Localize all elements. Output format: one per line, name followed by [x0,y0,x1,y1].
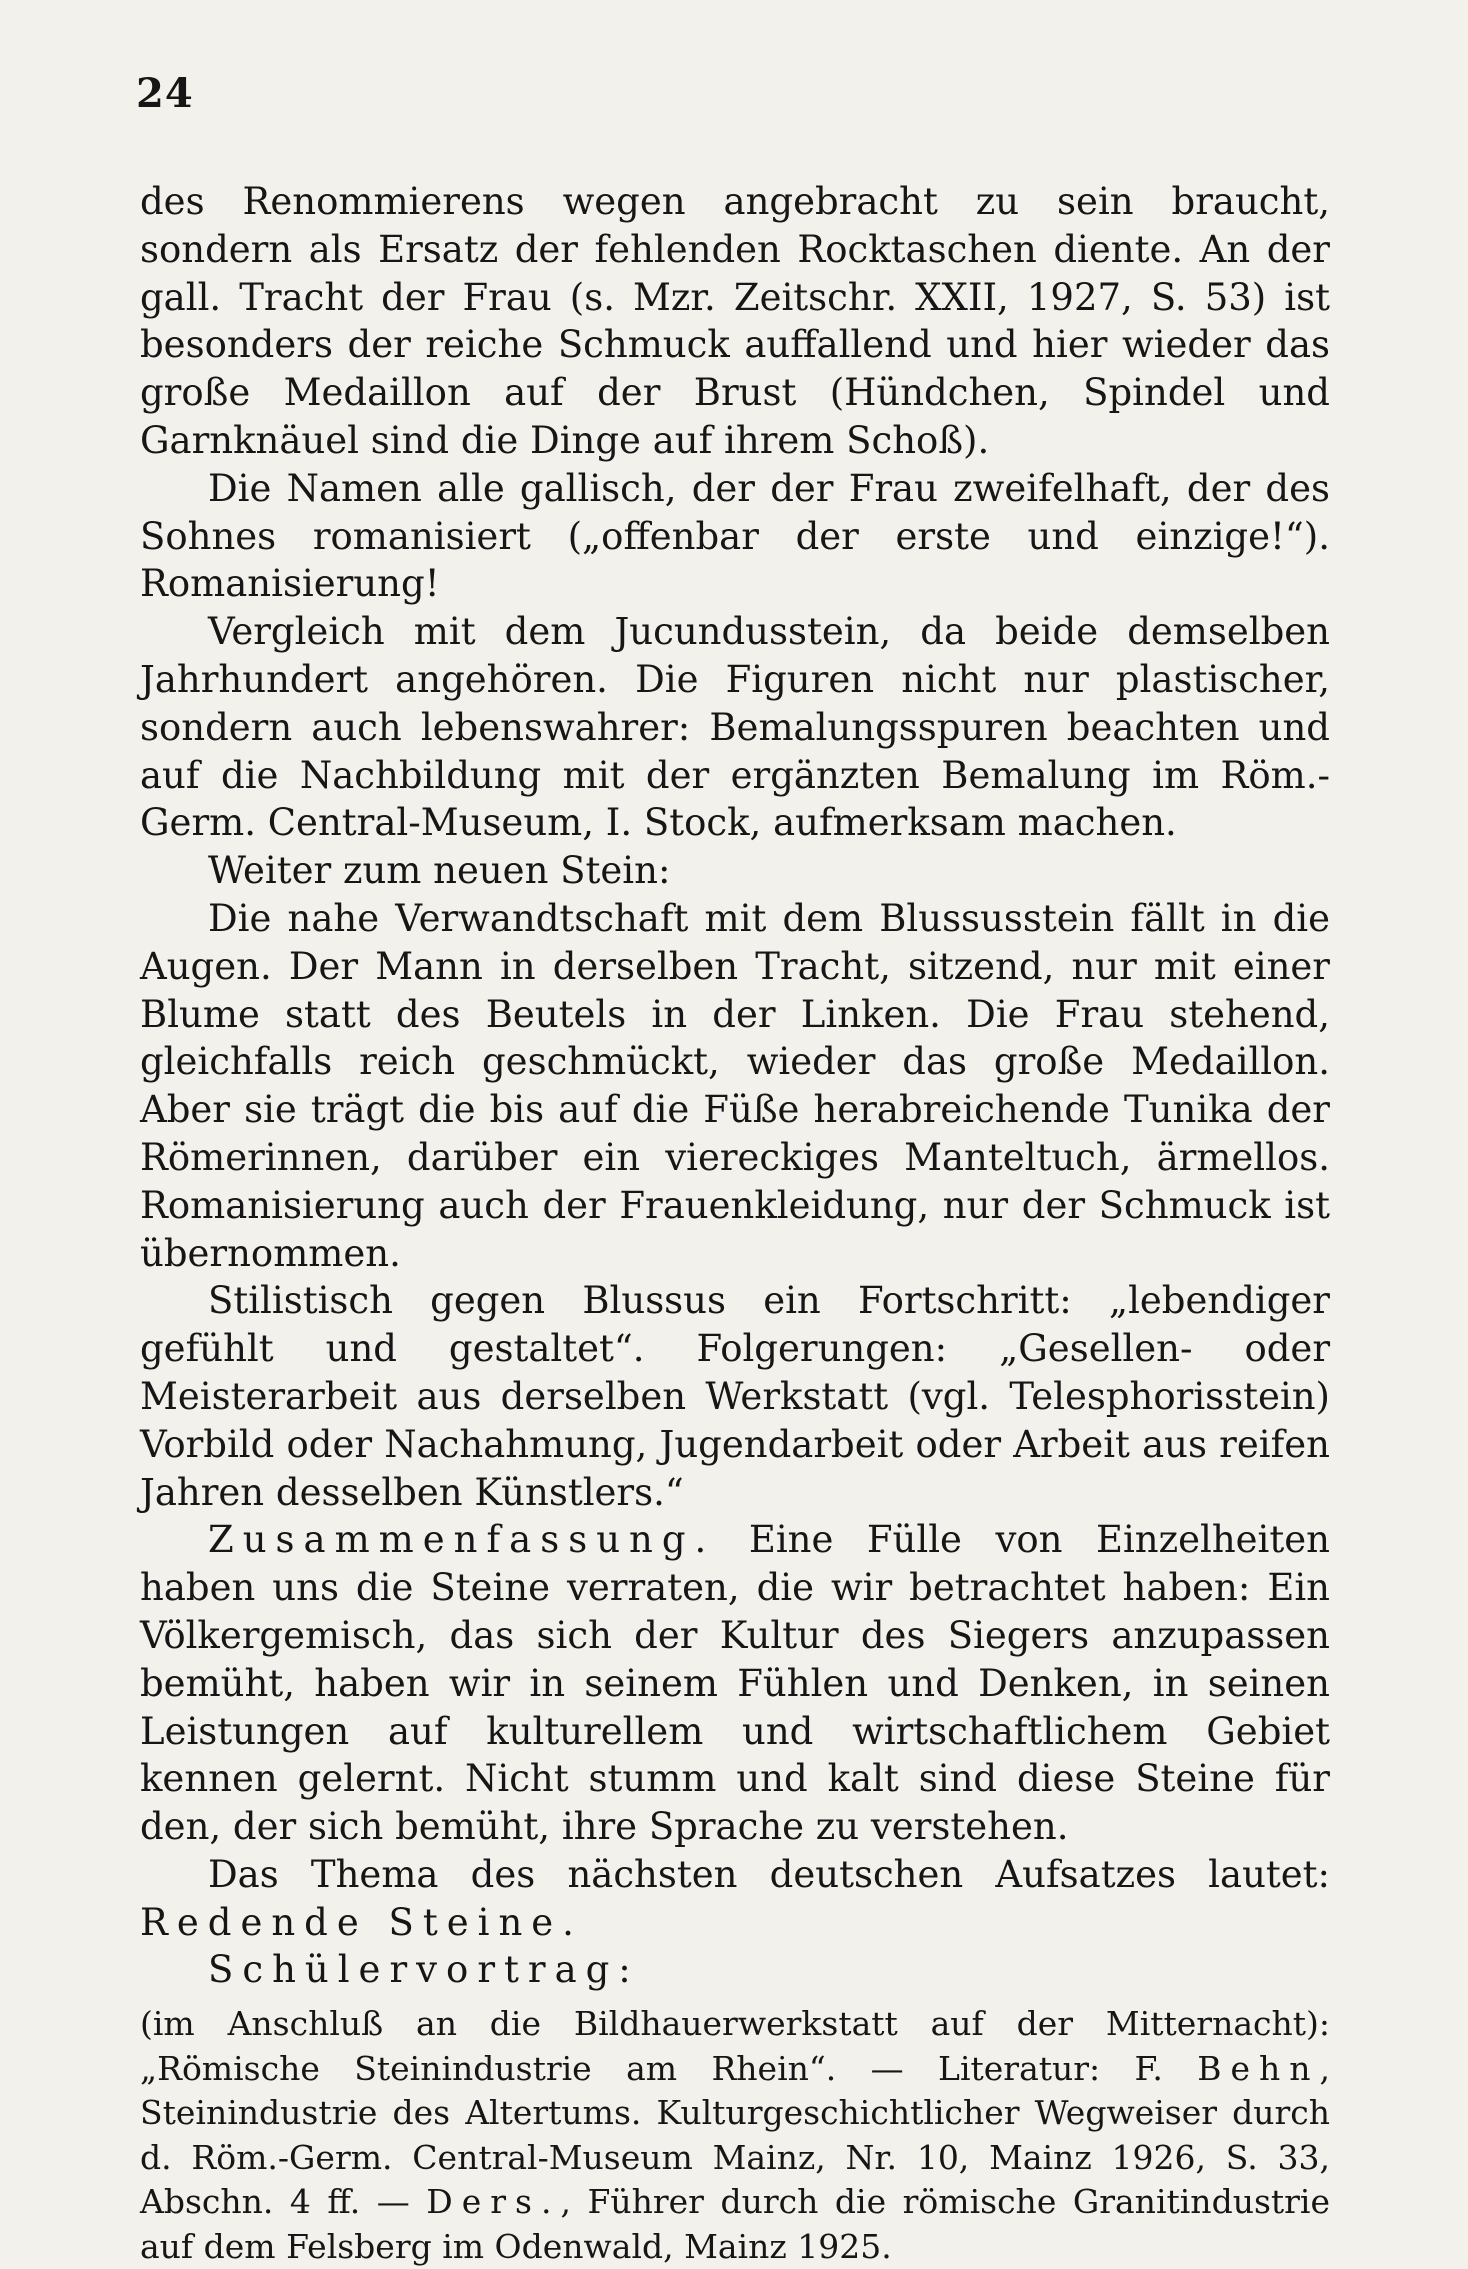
text-run: des Renommierens wegen angebracht zu sein braucht, sondern als Ersatz der fehlenden Rocktaschen diente. An der gall. Tracht der Frau (s. Mzr. Zeitschr. XXII, 1927, S. 53) ist besonders der reiche Schmuck auffallend und hier wieder das große Medaillon auf der Brust (Hündchen, Spindel und Garnknäuel sind die Dinge auf ihrem Schoß). [140,180,1330,462]
literature-note [140,2002,1330,2269]
text-run: Weiter zum neuen Stein: [208,849,671,893]
paragraph-2 [140,465,1330,608]
paragraph-5 [140,895,1330,1277]
author-name: Ders. [426,2182,561,2222]
body-text [140,178,1330,2269]
text-run: (im Anschluß an die Bildhauerwerkstatt auf der Mitternacht): „Römische Steinindustrie am Rhein“. — Literatur: F. [140,2004,1330,2088]
paragraph-9 [140,1946,1330,1994]
paragraph-7 [140,1516,1330,1851]
paragraph-1 [140,178,1330,465]
text-run: Eine Fülle von Einzelheiten haben uns die Steine verraten, die wir betrachtet haben: Ein Völkergemisch, das sich der Kultur des Siegers anzupassen bemüht, haben wir in seinem Fühlen und Denken, in seinen Leistungen auf kulturellem und wirtschaftlichem Gebiet kennen gelernt. Nicht stumm und kalt sind diese Steine für den, der sich bemüht, ihre Sprache zu verstehen. [140,1518,1330,1849]
literature-paragraph [140,2002,1330,2269]
text-run: Die Namen alle gallisch, der der Frau zweifelhaft, der des Sohnes romanisiert („offenbar der erste und einzige!“). Romanisierung! [140,466,1330,606]
essay-title: Redende Steine. [140,1900,583,1944]
text-run: Vergleich mit dem Jucundusstein, da beide demselben Jahrhundert angehören. Die Figuren nicht nur plastischer, sondern auch lebenswahrer: Bemalungsspuren beachten und auf die Nachbildung mit der ergänzten Bemalung im Röm.-Germ. Central-Museum, I. Stock, aufmerksam machen. [140,610,1330,845]
text-run: , Führer durch die römische Granitindustrie auf dem Felsberg im Odenwald, Mainz 1925. [140,2182,1330,2266]
section-heading: Schülervortrag: [208,1948,640,1992]
text-run: Stilistisch gegen Blussus ein Fortschritt: „lebendiger gefühlt und gestaltet“. Folgerungen: „Gesellen- oder Meisterarbeit aus derselben Werkstatt (vgl. Telesphorisstein) Vorbild oder Nachahmung, Jugendarbeit oder Arbeit aus reifen Jahren desselben Künstlers.“ [140,1279,1330,1514]
text-run: Das Thema des nächsten deutschen Aufsatzes lautet: [208,1852,1330,1896]
paragraph-6 [140,1277,1330,1516]
paragraph-4 [140,847,1330,895]
page-number: 24 [136,70,194,117]
paragraph-8 [140,1851,1330,1947]
author-name: Behn [1197,2048,1320,2088]
section-heading: Zusammenfassung. [208,1518,716,1562]
text-run: , Steinindustrie des Altertums. Kulturgeschichtlicher Wegweiser durch d. Röm.-Germ. Central-Museum Mainz, Nr. 10, Mainz 1926, S. 33, Abschn. 4 ff. — [140,2048,1330,2222]
paragraph-3 [140,608,1330,847]
text-run: Die nahe Verwandtschaft mit dem Blussusstein fällt in die Augen. Der Mann in derselben Tracht, sitzend, nur mit einer Blume statt des Beutels in der Linken. Die Frau stehend, gleichfalls reich geschmückt, wieder das große Medaillon. Aber sie trägt die bis auf die Füße herabreichende Tunika der Römerinnen, darüber ein viereckiges Manteltuch, ärmellos. Romanisierung auch der Frauenkleidung, nur der Schmuck ist übernommen. [140,896,1330,1275]
